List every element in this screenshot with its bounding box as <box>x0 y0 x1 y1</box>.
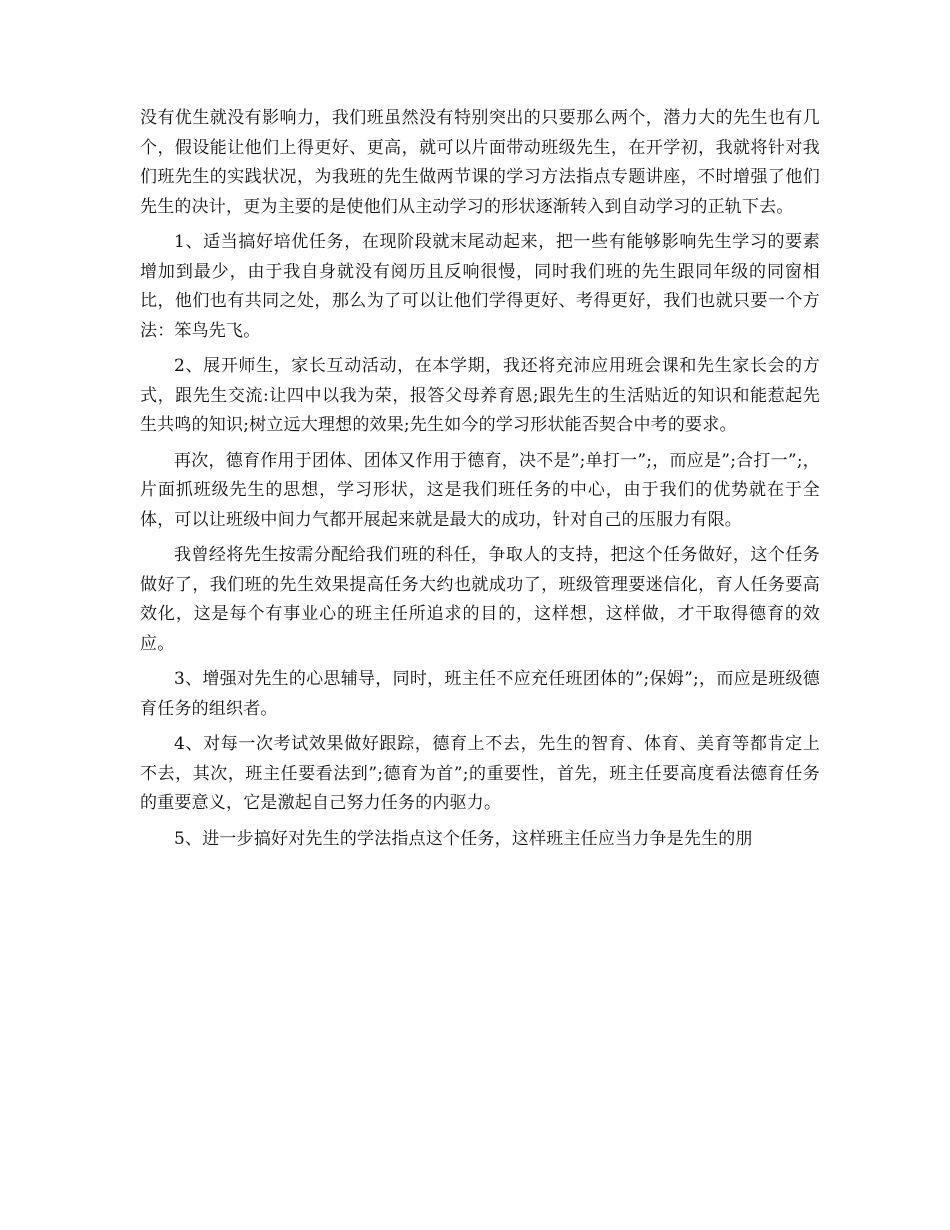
paragraph-4: 再次，德育作用于团体、团体又作用于德育，决不是”;单打一”;，而应是”;合打一”;，片面抓班级先生的思想，学习形状，这是我们班任务的中心，由于我们的优势就在于全体，可以让班级中间力气都开展起来就是最大的成功，针对自己的压服力有限。 <box>140 450 820 530</box>
paragraph-6: 3、增强对先生的心思辅导，同时，班主任不应充任班团体的”;保姆”;，而应是班级德育任务的组织者。 <box>140 669 820 719</box>
paragraph-5: 我曾经将先生按需分配给我们班的科任，争取人的支持，把这个任务做好，这个任务做好了，我们班的先生效果提高任务大约也就成功了，班级管理要迷信化，育人任务要高效化，这是每个有事业心的班主任所追求的目的，这样想，这样做，才干取得德育的效应。 <box>140 545 820 654</box>
paragraph-8: 5、进一步搞好对先生的学法指点这个任务，这样班主任应当力争是先生的朋 <box>174 828 753 849</box>
paragraph-2: 1、适当搞好培优任务，在现阶段就末尾动起来，把一些有能够影响先生学习的要素增加到最少，由于我自身就没有阅历且反响很慢，同时我们班的先生跟同年级的同窗相比，他们也有共同之处，那么为了可以让他们学得更好、考得更好，我们也就只要一个方法：笨鸟先飞。 <box>140 232 820 341</box>
paragraph-1: 没有优生就没有影响力，我们班虽然没有特别突出的只要那么两个，潜力大的先生也有几个，假设能让他们上得更好、更高，就可以片面带动班级先生，在开学初，我就将针对我们班先生的实践状况，为我班的先生做两节课的学习方法指点专题讲座，不时增强了他们先生的决计，更为主要的是使他们从主动学习的形状逐渐转入到自动学习的正轨下去。 <box>140 108 820 217</box>
paragraph-3: 2、展开师生，家长互动活动，在本学期，我还将充沛应用班会课和先生家长会的方式，跟先生交流:让四中以我为荣，报答父母养育恩;跟先生的生活贴近的知识和能惹起先生共鸣的知识;树立远大理想的效果;先生如今的学习形状能否契合中考的要求。 <box>140 356 820 435</box>
document-body <box>140 104 820 860</box>
paragraph-7: 4、对每一次考试效果做好跟踪，德育上不去，先生的智育、体育、美育等都肯定上不去，其次，班主任要看法到”;德育为首”;的重要性，首先，班主任要高度看法德育任务的重要意义，它是激起自己努力任务的内驱力。 <box>140 734 820 813</box>
